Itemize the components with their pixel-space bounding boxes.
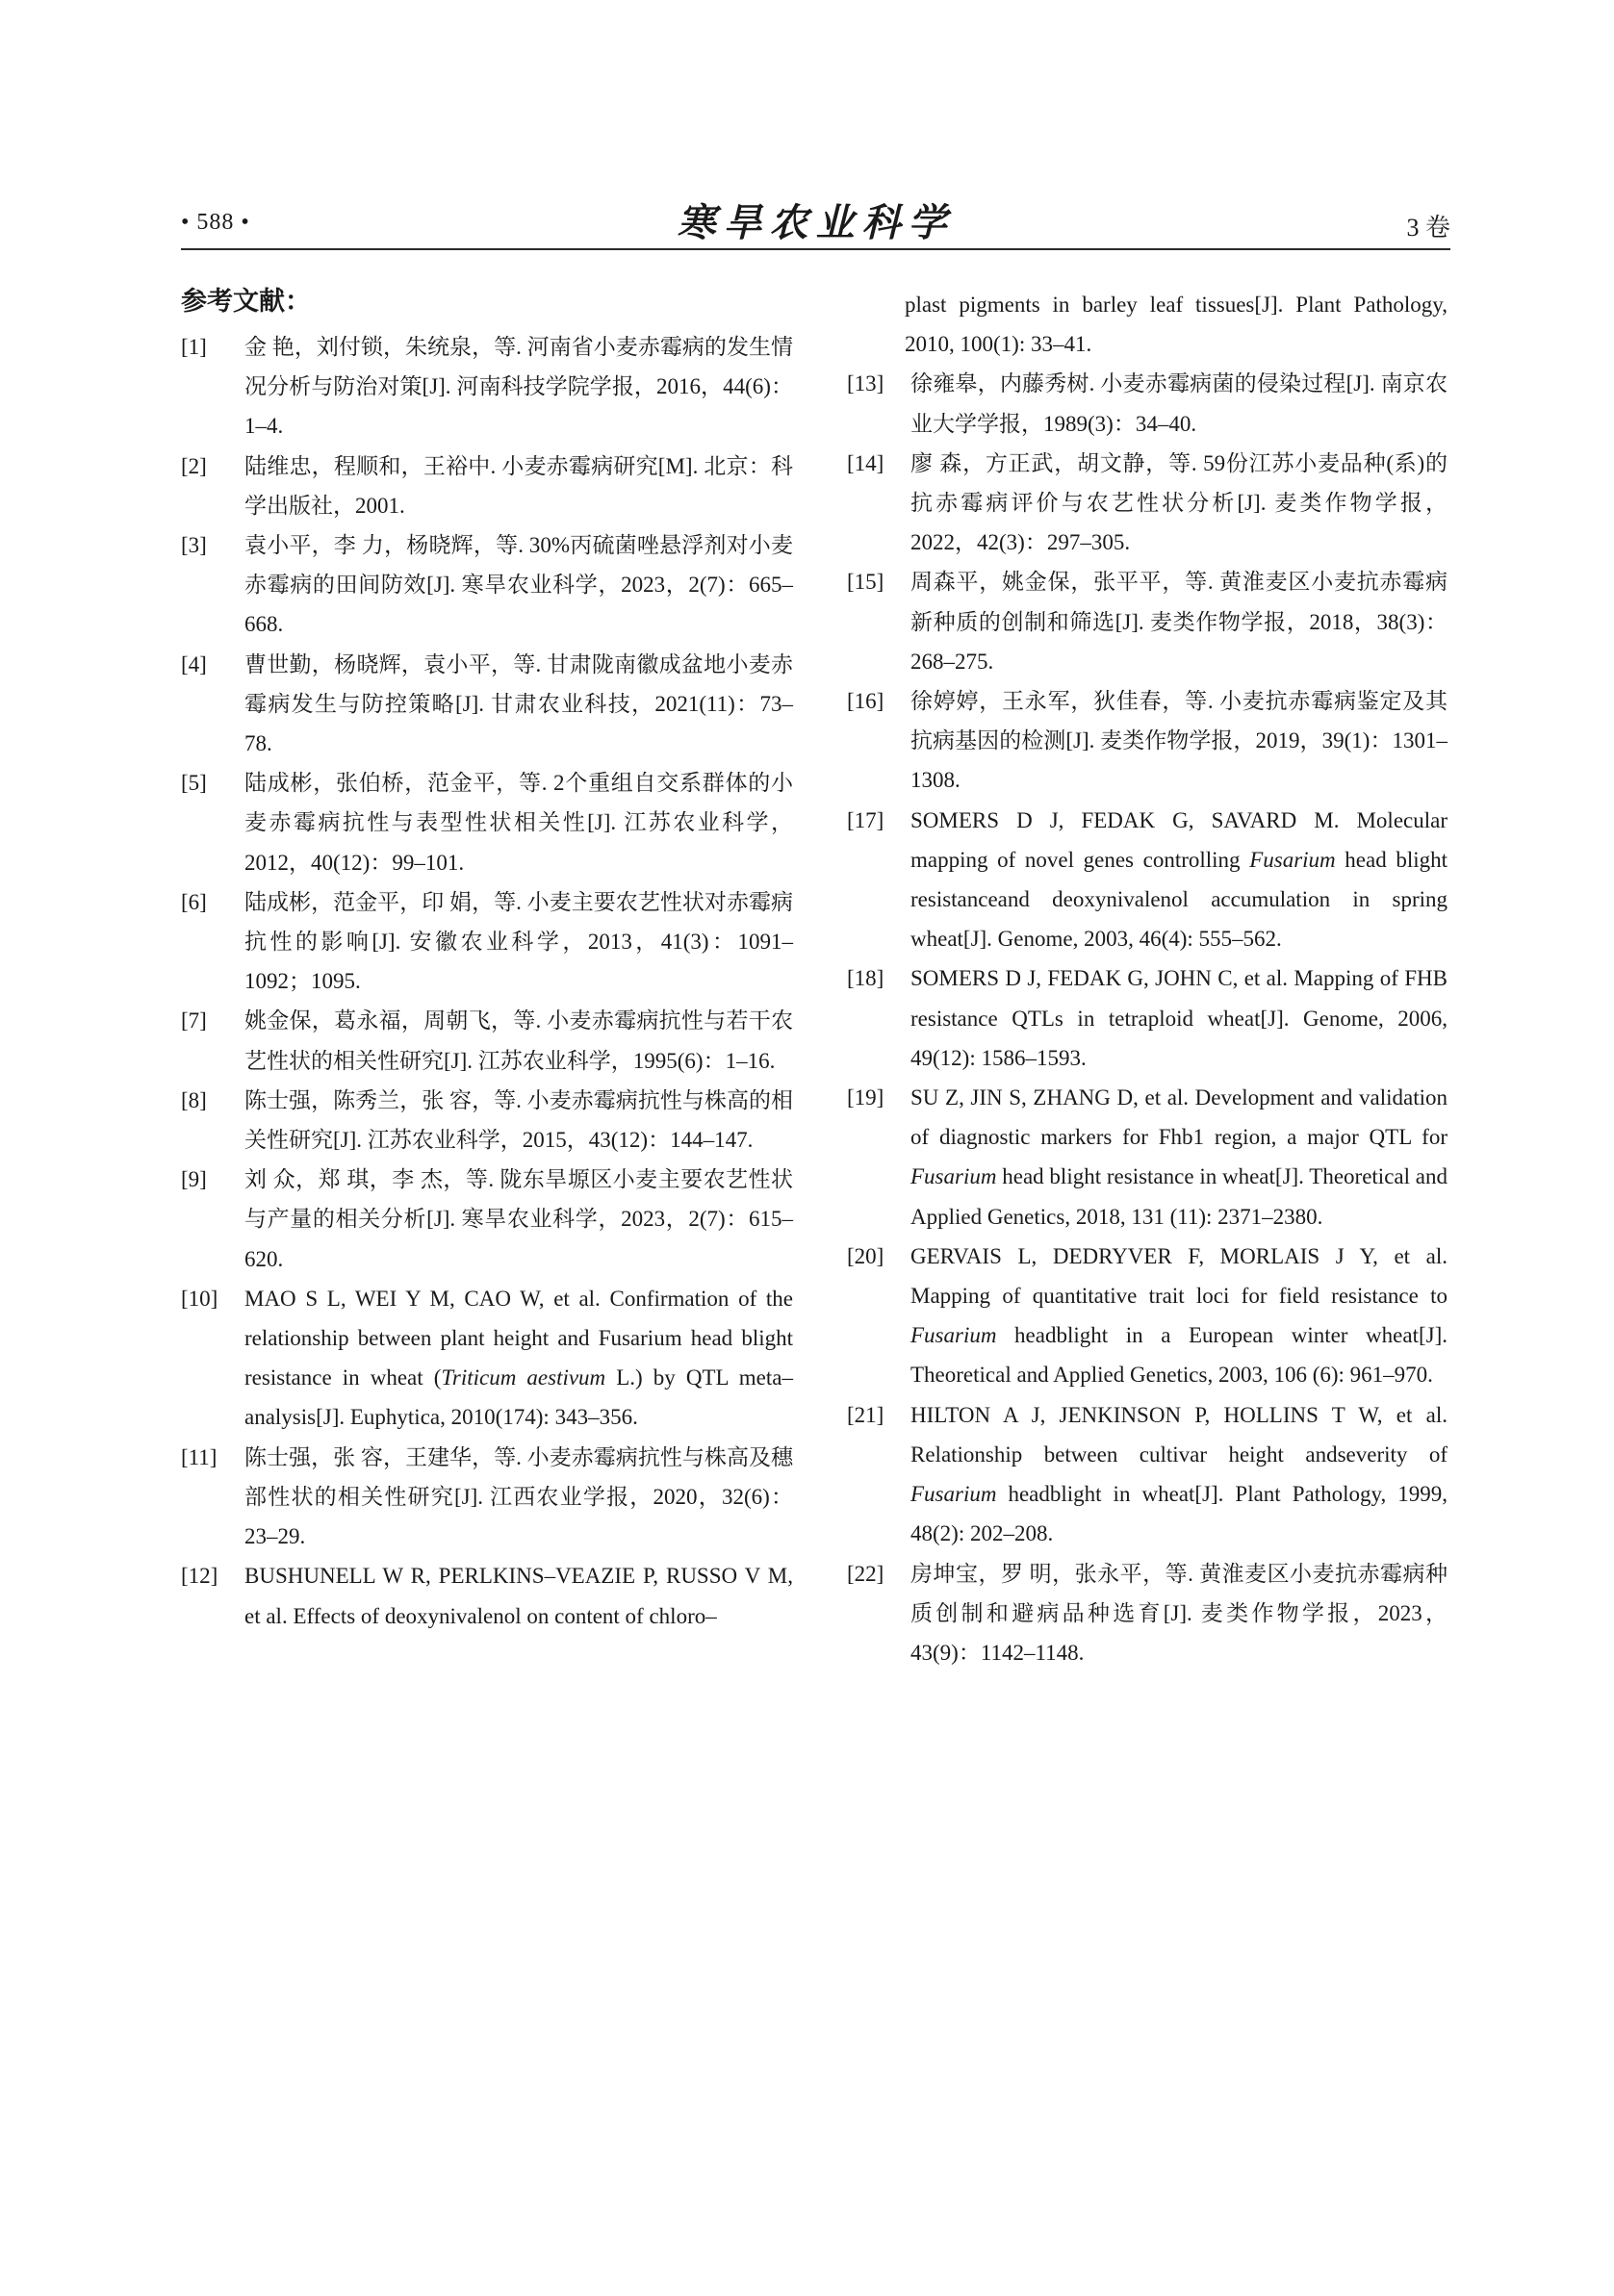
reference-item: [847, 444, 1447, 563]
reference-text: head blight resistanceand deoxynivalenol accumulation in spring wheat[J]. Genome, 2003, 46(4): 555–562.: [910, 847, 1448, 952]
journal-title: 寒旱农业科学: [677, 200, 955, 245]
references-right-column: [847, 285, 1447, 1672]
reference-item: [847, 801, 1447, 959]
reference-text: 曹世勤，杨晓辉，袁小平，等. 甘肃陇南徽成盆地小麦赤霉病发生与防控策略[J]. 甘肃农业科技，2021(11)：73–78.: [244, 651, 793, 756]
references-heading: 参考文献：: [181, 287, 311, 317]
reference-text: 陈士强，陈秀兰，张 容，等. 小麦赤霉病抗性与株高的相关性研究[J]. 江苏农业科学，2015，43(12)：144–147.: [244, 1087, 793, 1153]
reference-item: [847, 562, 1447, 681]
reference-italic-term: Fusarium: [1249, 847, 1336, 872]
reference-number: [20]: [847, 1243, 884, 1268]
reference-text: SOMERS D J, FEDAK G, SAVARD M. Molecular mapping of novel genes controlling: [910, 807, 1447, 872]
reference-text: 袁小平，李 力，杨晓辉，等. 30%丙硫菌唑悬浮剂对小麦赤霉病的田间防效[J]. 寒旱农业科学，2023，2(7)：665–668.: [244, 533, 793, 637]
reference-item: [847, 1554, 1447, 1673]
reference-number: [5]: [181, 771, 207, 796]
reference-text: head blight resistance in wheat[J]. Theoretical and Applied Genetics, 2018, 131 (11): 2371–2380.: [910, 1164, 1447, 1229]
reference-text: 徐雍皋，内藤秀树. 小麦赤霉病菌的侵染过程[J]. 南京农业大学学报，1989(3)：34–40.: [910, 371, 1447, 436]
reference-item: [181, 525, 793, 645]
reference-continuation: [847, 285, 1447, 364]
reference-item: [181, 1279, 793, 1438]
page-header: [181, 191, 1450, 250]
reference-italic-term: Fusarium: [910, 1323, 997, 1348]
reference-text: 陆维忠，程顺和，王裕中. 小麦赤霉病研究[M]. 北京：科学出版社，2001.: [244, 453, 793, 518]
reference-text: SU Z, JIN S, ZHANG D, et al. Development and validation of diagnostic markers for Fhb1 region, a major QTL for: [910, 1085, 1447, 1150]
reference-item: [847, 364, 1447, 443]
reference-item: [181, 1001, 793, 1080]
reference-text: 周森平，姚金保，张平平，等. 黄淮麦区小麦抗赤霉病新种质的创制和筛选[J]. 麦类作物学报，2018，38(3)：268–275.: [910, 570, 1447, 674]
reference-number: [4]: [181, 651, 207, 676]
references-left-column: [181, 285, 793, 1636]
reference-number: [18]: [847, 966, 884, 991]
reference-item: [181, 327, 793, 446]
reference-italic-term: Triticum aestivum: [441, 1365, 606, 1390]
reference-text: headblight in wheat[J]. Plant Pathology, 1999, 48(2): 202–208.: [910, 1482, 1447, 1546]
reference-number: [7]: [181, 1008, 207, 1033]
reference-number: [13]: [847, 371, 884, 396]
reference-italic-term: Fusarium: [910, 1164, 997, 1189]
reference-number: [9]: [181, 1167, 207, 1192]
reference-text: MAO S L, WEI Y M, CAO W, et al. Confirmation of the relationship between plant height and Fusarium head blight resistance in wheat (: [244, 1286, 793, 1390]
reference-item: [181, 1556, 793, 1635]
reference-text: BUSHUNELL W R, PERLKINS–VEAZIE P, RUSSO V M, et al. Effects of deoxynivalenol on content of chloro–: [244, 1564, 793, 1628]
reference-text: HILTON A J, JENKINSON P, HOLLINS T W, et al. Relationship between cultivar height andseverity of: [910, 1402, 1447, 1467]
reference-text: GERVAIS L, DEDRYVER F, MORLAIS J Y, et al. Mapping of quantitative trait loci for field resistance to: [910, 1243, 1447, 1309]
reference-item: [847, 958, 1447, 1078]
reference-italic-term: Fusarium: [910, 1482, 997, 1507]
reference-number: [10]: [181, 1286, 218, 1311]
reference-number: [8]: [181, 1087, 207, 1112]
reference-text: 陈士强，张 容，王建华，等. 小麦赤霉病抗性与株高及穗部性状的相关性研究[J]. 江西农业学报，2020，32(6)：23–29.: [244, 1444, 793, 1549]
reference-item: [181, 882, 793, 1002]
reference-number: [16]: [847, 689, 884, 714]
reference-number: [11]: [181, 1444, 218, 1469]
reference-text: 刘 众，郑 琪，李 杰，等. 陇东旱塬区小麦主要农艺性状与产量的相关分析[J]. 寒旱农业科学，2023，2(7)：615–620.: [244, 1167, 793, 1271]
volume-label: 3 卷: [1406, 214, 1450, 242]
reference-number: [22]: [847, 1561, 884, 1586]
reference-number: [6]: [181, 889, 207, 914]
reference-item: [847, 681, 1447, 801]
reference-number: [19]: [847, 1085, 884, 1110]
reference-text: 徐婷婷，王永军，狄佳春，等. 小麦抗赤霉病鉴定及其抗病基因的检测[J]. 麦类作物学报，2019，39(1)：1301–1308.: [910, 689, 1447, 793]
reference-number: [1]: [181, 335, 207, 359]
reference-number: [12]: [181, 1564, 218, 1589]
reference-item: [847, 1078, 1447, 1237]
reference-item: [181, 1438, 793, 1557]
reference-text: plast pigments in barley leaf tissues[J]. Plant Pathology, 2010, 100(1): 33–41.: [905, 293, 1447, 357]
reference-text: 陆成彬，范金平，印 娟，等. 小麦主要农艺性状对赤霉病抗性的影响[J]. 安徽农业科学，2013，41(3)：1091–1092；1095.: [244, 889, 793, 994]
reference-text: 廖 森，方正武，胡文静，等. 59份江苏小麦品种(系)的抗赤霉病评价与农艺性状分析[J]. 麦类作物学报，2022，42(3)：297–305.: [910, 450, 1447, 555]
reference-item: [847, 1395, 1447, 1554]
reference-text: 姚金保，葛永福，周朝飞，等. 小麦赤霉病抗性与若干农艺性状的相关性研究[J]. 江苏农业科学，1995(6)：1–16.: [244, 1008, 793, 1073]
reference-text: 房坤宝，罗 明，张永平，等. 黄淮麦区小麦抗赤霉病种质创制和避病品种选育[J]. 麦类作物学报，2023，43(9)：1142–1148.: [910, 1561, 1447, 1665]
reference-item: [181, 446, 793, 525]
reference-text: 金 艳，刘付锁，朱统泉，等. 河南省小麦赤霉病的发生情况分析与防治对策[J]. 河南科技学院学报，2016，44(6)：1–4.: [244, 335, 793, 439]
reference-text: SOMERS D J, FEDAK G, JOHN C, et al. Mapping of FHB resistance QTLs in tetraploid wheat[J]. Genome, 2006, 49(12): 1586–1593.: [910, 966, 1447, 1070]
reference-number: [14]: [847, 450, 884, 475]
reference-number: [17]: [847, 807, 884, 832]
reference-text: headblight in a European winter wheat[J]. Theoretical and Applied Genetics, 2003, 106 (6): 961–970.: [910, 1323, 1447, 1388]
reference-number: [15]: [847, 570, 884, 595]
reference-number: [3]: [181, 533, 207, 558]
reference-item: [181, 645, 793, 764]
reference-item: [181, 1081, 793, 1160]
reference-text: 陆成彬，张伯桥，范金平，等. 2个重组自交系群体的小麦赤霉病抗性与表型性状相关性[J]. 江苏农业科学，2012，40(12)：99–101.: [244, 771, 793, 875]
reference-text: L.) by QTL meta–analysis[J]. Euphytica, 2010(174): 343–356.: [244, 1365, 793, 1430]
reference-item: [181, 763, 793, 882]
reference-number: [2]: [181, 453, 207, 478]
reference-item: [181, 1160, 793, 1279]
reference-number: [21]: [847, 1402, 884, 1427]
page-number: • 588 •: [181, 210, 250, 235]
reference-item: [847, 1237, 1447, 1395]
